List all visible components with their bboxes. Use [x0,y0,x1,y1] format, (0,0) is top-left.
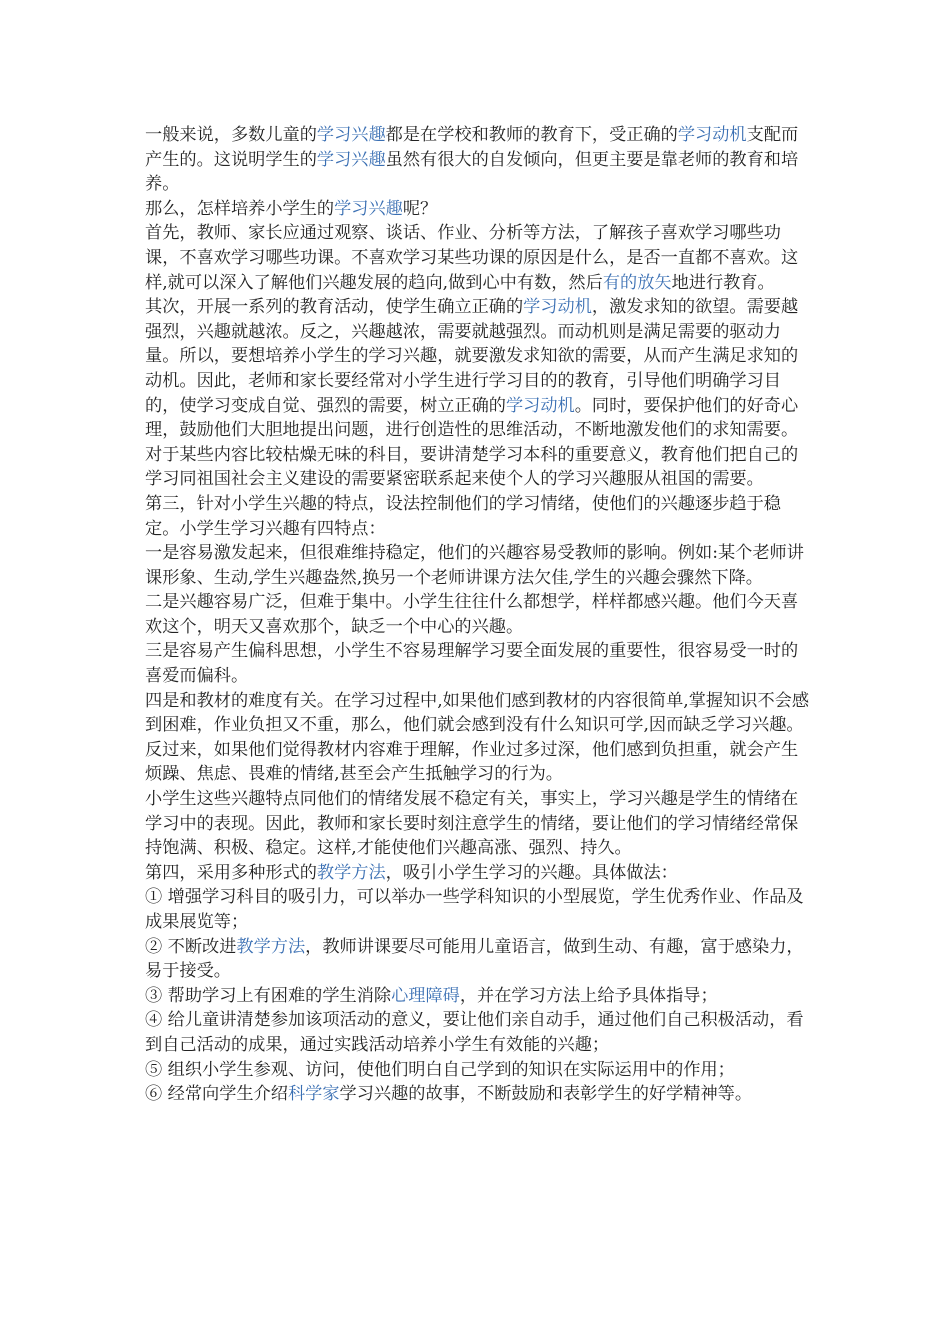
text-run: ，吸引小学生学习的兴趣。具体做法： [385,862,678,883]
paragraph [145,541,813,590]
text-run: 学习兴趣的故事，不断鼓励和表彰学生的好学精神等。 [339,1084,753,1105]
keyword-link[interactable]: 学习动机 [523,297,592,318]
keyword-link[interactable]: 心理障碍 [391,985,460,1006]
text-run: ① 增强学习科目的吸引力，可以举办一些学科知识的小型展览，学生优秀作业、作品及成果展览等； [145,887,804,932]
paragraph [145,885,813,934]
text-run: ，并在学习方法上给予具体指导； [459,985,718,1006]
keyword-link[interactable]: 学习兴趣 [316,125,386,145]
keyword-link[interactable]: 学习动机 [505,395,575,416]
paragraph [145,1008,813,1057]
text-run: 一般来说，多数儿童的 [145,125,317,145]
text-run: 小学生这些兴趣特点同他们的情绪发展不稳定有关，事实上，学习兴趣是学生的情绪在学习中的表现。因此，教师和家长要时刻注意学生的情绪，要让他们的学习情绪经常保持饱满、积极、稳定。这样,才能使他们兴趣高涨、强烈、持久。 [145,789,799,859]
paragraph [145,1082,813,1107]
keyword-link[interactable]: 教学方法 [236,936,306,957]
text-run: ⑥ 经常向学生介绍 [145,1084,288,1105]
paragraph [145,689,813,787]
paragraph [145,197,813,222]
keyword-link[interactable]: 学习兴趣 [334,198,403,219]
text-run: 虽然有很大的自发倾向，但更主要是靠老师的教育和培养。 [145,149,799,195]
text-run: 二是兴趣容易广泛，但难于集中。小学生往往什么都想学，样样都感兴趣。他们今天喜欢这个，明天又喜欢那个，缺乏一个中心的兴趣。 [145,592,799,637]
article-body [145,123,813,1107]
paragraph [145,123,813,197]
text-run: ④ 给儿童讲清楚参加该项活动的意义，要让他们亲自动手，通过他们自己积极活动，看到自己活动的成果，通过实践活动培养小学生有效能的兴趣； [145,1010,804,1055]
paragraph [145,1058,813,1083]
paragraph [145,935,813,984]
text-run: ，激发求知的欲望。需要越强烈，兴趣就越浓。反之，兴趣越浓，需要就越强烈。而动机则是满足需要的驱动力量。所以，要想培养小学生的学习兴趣，就要激发求知欲的需要，从而产生满足求知的动机。因此，老师和家长要经常对小学生进行学习目的的教育，引导他们明确学习目的，使学习变成自觉、强烈的需要，树立正确的 [145,297,799,416]
text-run: 呢？ [402,198,438,219]
text-run: 那么，怎样培养小学生的 [145,198,335,219]
paragraph [145,590,813,639]
paragraph [145,492,813,541]
keyword-link[interactable]: 教学方法 [316,862,386,883]
paragraph [145,295,813,492]
text-run: 第三，针对小学生兴趣的特点，设法控制他们的学习情绪，使他们的兴趣逐步趋于稳定。小学生学习兴趣有四特点： [145,493,781,539]
text-run: 。同时，要保护他们的好奇心理，鼓励他们大胆地提出问题，进行创造性的思维活动，不断地激发他们的求知需要。对于某些内容比较枯燥无味的科目，要讲清楚学习本科的重要意义，教育他们把自己的学习同祖国社会主义建设的需要紧密联系起来使个人的学习兴趣服从祖国的需要。 [145,395,799,490]
text-run: 地进行教育。 [671,272,775,293]
text-run: 四是和教材的难度有关。在学习过程中,如果他们感到教材的内容很简单,掌握知识不会感到困难，作业负担又不重，那么，他们就会感到没有什么知识可学,因而缺乏学习兴趣。反过来，如果他们觉得教材内容难于理解，作业过多过深，他们感到负担重，就会产生烦躁、焦虑、畏难的情绪,甚至会产生抵触学习的行为。 [145,690,810,785]
text-run: 三是容易产生偏科思想，小学生不容易理解学习要全面发展的重要性，很容易受一时的喜爱而偏科。 [145,641,799,687]
text-run: 其次，开展一系列的教育活动，使学生确立正确的 [145,297,524,318]
text-run: ③ 帮助学习上有困难的学生消除 [145,985,392,1006]
paragraph [145,984,813,1009]
paragraph [145,221,813,295]
text-run: 都是在学校和教师的教育下，受正确的 [385,125,678,145]
keyword-link[interactable]: 学习动机 [677,125,747,145]
paragraph [145,787,813,861]
text-run: 支配而产生的。这说明学生的 [145,125,799,170]
keyword-link[interactable]: 有的放矢 [602,272,672,293]
text-run: ② 不断改进 [145,936,237,957]
text-run: ，教师讲课要尽可能用儿童语言，做到生动、有趣，富于感染力，易于接受。 [145,936,804,982]
text-run: ⑤ 组织小学生参观、访问，使他们明白自己学到的知识在实际运用中的作用； [145,1059,735,1080]
keyword-link[interactable]: 科学家 [287,1084,340,1105]
text-run: 第四，采用多种形式的 [145,862,317,883]
text-run: 首先，教师、家长应通过观察、谈话、作业、分析等方法，了解孩子喜欢学习哪些功课，不喜欢学习哪些功课。不喜欢学习某些功课的原因是什么，是否一直都不喜欢。这样,就可以深入了解他们兴趣发展的趋向,做到心中有数，然后 [145,223,799,293]
text-run: 一是容易激发起来，但很难维持稳定，他们的兴趣容易受教师的影响。例如:某个老师讲课形象、生动,学生兴趣盎然,换另一个老师讲课方法欠佳,学生的兴趣会骤然下降。 [145,543,804,588]
paragraph [145,639,813,688]
paragraph [145,861,813,886]
keyword-link[interactable]: 学习兴趣 [316,149,386,170]
